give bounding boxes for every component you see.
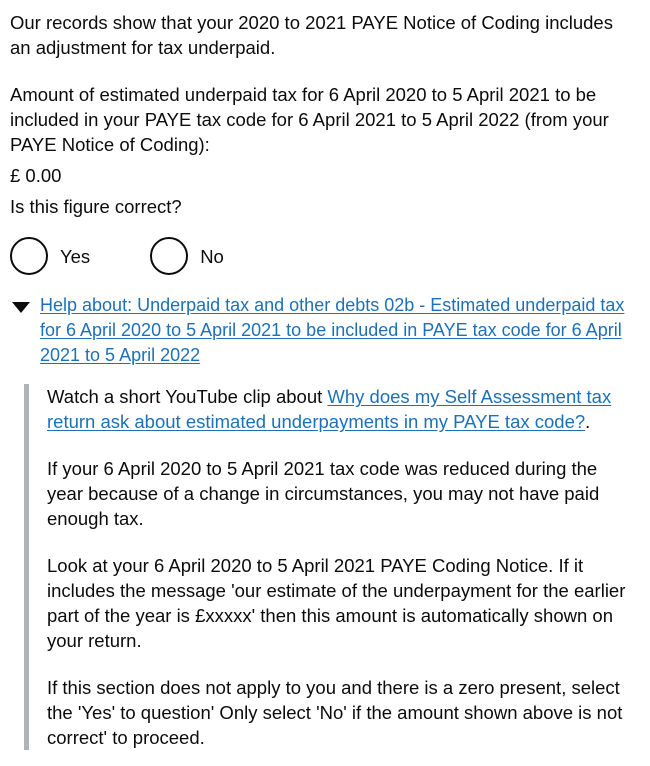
radio-yes-circle-icon[interactable] — [10, 237, 48, 275]
help-details-summary[interactable] — [10, 293, 636, 368]
radio-no-label: No — [200, 245, 224, 267]
help-details-body — [24, 384, 636, 750]
help-details-section — [10, 293, 636, 750]
radio-no-circle-icon[interactable] — [150, 237, 188, 275]
help-paragraph-4: If this section does not apply to you and there is a zero present, select the 'Yes' to question' Only select 'No' if the amount shown above is not correct' to proceed. — [47, 677, 623, 748]
radio-option-no[interactable] — [150, 237, 224, 275]
radio-yes-label: Yes — [60, 245, 91, 267]
radio-option-yes[interactable] — [10, 237, 90, 275]
underpaid-tax-amount: £ 0.00 — [10, 165, 62, 186]
help-paragraph-2: If your 6 April 2020 to 5 April 2021 tax code was reduced during the year because of a change in circumstances, you may not have paid enough tax. — [47, 458, 600, 529]
help-paragraph-3: Look at your 6 April 2020 to 5 April 2021 PAYE Coding Notice. If it includes the message 'our estimate of the underpayment for the earlier part of the year is £xxxxx' then this amount is automatically shown on your return. — [47, 555, 626, 651]
figure-correct-question: Is this figure correct? — [10, 196, 182, 217]
figure-correct-radio-row — [10, 237, 636, 275]
help-details-summary-label[interactable]: Help about: Underpaid tax and other debts 02b - Estimated underpaid tax for 6 April 2020 to 5 April 2021 to be included in PAYE tax code for 6 April 2021 to 5 April 2022 — [40, 295, 625, 365]
youtube-clip-link[interactable]: Why does my Self Assessment tax return ask about estimated underpayments in my PAYE tax code? — [47, 386, 612, 432]
intro-paragraph-2: Amount of estimated underpaid tax for 6 April 2020 to 5 April 2021 to be included in your PAYE tax code for 6 April 2021 to 5 April 2022 (from your PAYE Notice of Coding): — [10, 84, 609, 155]
help-paragraph-1 — [47, 384, 636, 434]
chevron-down-icon[interactable] — [12, 302, 30, 313]
intro-paragraph-1: Our records show that your 2020 to 2021 PAYE Notice of Coding includes an adjustment for tax underpaid. — [10, 12, 613, 58]
help-paragraph-1-suffix: . — [585, 411, 591, 432]
help-paragraph-1-prefix: Watch a short YouTube clip about — [47, 386, 328, 407]
